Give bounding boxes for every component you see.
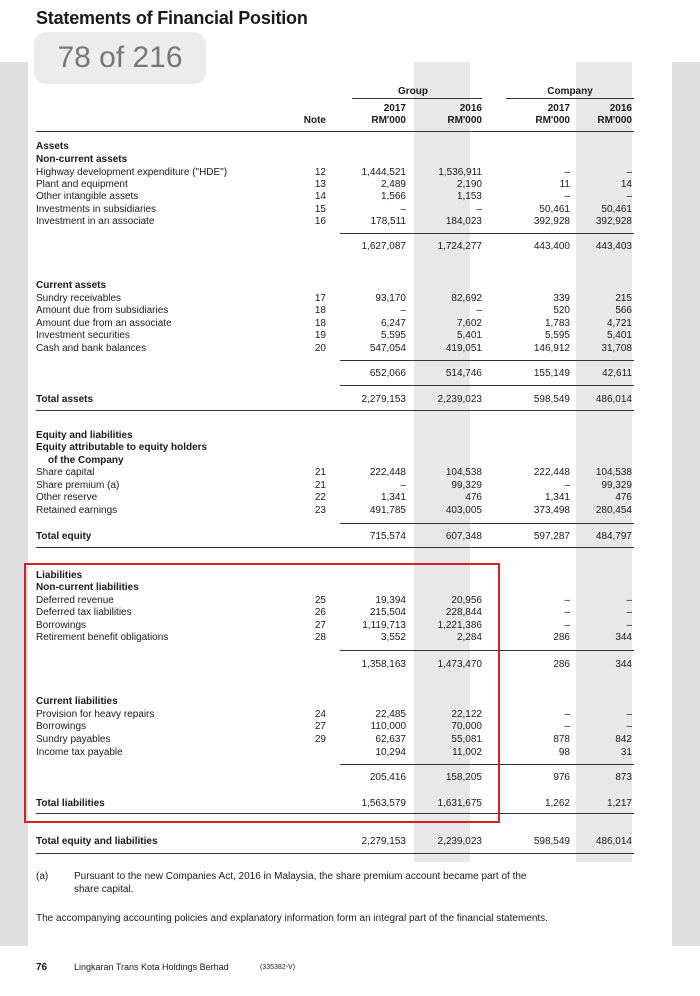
statement-note: The accompanying accounting policies and explanatory information form an integral part of the financial statements. (36, 913, 548, 924)
row-value: 55,081 (451, 734, 482, 745)
row-value: 1,536,911 (438, 167, 482, 178)
row-value: 286 (553, 632, 570, 643)
table-row (0, 342, 700, 355)
subtotal-rule (340, 360, 634, 361)
row-note: 23 (314, 505, 326, 516)
note-header: Note (303, 115, 326, 126)
row-value: 873 (615, 772, 632, 783)
row-label: Total liabilities (36, 798, 105, 809)
row-value: 976 (553, 772, 570, 783)
row-value: 215,504 (369, 607, 406, 618)
row-value: 31 (620, 747, 632, 758)
row-value: 1,341 (380, 492, 406, 503)
row-note: 12 (314, 167, 326, 178)
row-value: 11 (559, 179, 570, 190)
row-value: – (564, 595, 570, 606)
row-value: 344 (615, 659, 632, 670)
row-note: 18 (314, 305, 326, 316)
row-value: 2,239,023 (437, 394, 482, 405)
column-unit-header: RM'000 (371, 115, 406, 126)
row-value: 598,549 (533, 836, 570, 847)
row-value: – (626, 191, 632, 202)
row-label: Borrowings (36, 620, 87, 631)
row-value: 842 (615, 734, 632, 745)
row-value: 19,394 (375, 595, 406, 606)
row-value: – (564, 191, 570, 202)
subtotal-rule (340, 523, 634, 524)
row-label: Amount due from an associate (36, 318, 172, 329)
row-value: 373,498 (533, 505, 570, 516)
row-note: 19 (314, 330, 326, 341)
table-row (0, 835, 700, 848)
row-value: 443,400 (533, 241, 570, 252)
row-note: 13 (314, 179, 326, 190)
row-value: 484,797 (595, 531, 632, 542)
row-label: Assets (36, 141, 69, 152)
row-value: – (564, 480, 570, 491)
row-note: 14 (314, 191, 326, 202)
row-value: 110,000 (370, 721, 406, 732)
row-value: 2,489 (380, 179, 406, 190)
row-value: – (564, 620, 570, 631)
row-value: 344 (615, 632, 632, 643)
row-value: 205,416 (369, 772, 406, 783)
row-label: Deferred tax liabilities (36, 607, 132, 618)
row-value: 222,448 (533, 467, 570, 478)
row-label: Income tax payable (36, 747, 123, 758)
row-note: 25 (314, 595, 326, 606)
row-value: 184,023 (445, 216, 482, 227)
row-label: Current liabilities (36, 696, 118, 707)
liabilities-highlight-box (24, 563, 500, 823)
row-value: 70,000 (451, 721, 482, 732)
row-value: – (626, 167, 632, 178)
total-rule (36, 410, 634, 411)
row-value: 419,051 (445, 343, 482, 354)
row-label: Amount due from subsidiaries (36, 305, 169, 316)
row-note: 21 (314, 480, 326, 491)
table-row (0, 491, 700, 504)
table-row (0, 393, 700, 406)
row-label: Borrowings (36, 721, 87, 732)
row-note: 17 (314, 293, 326, 304)
row-value: 339 (553, 293, 570, 304)
row-label: Current assets (36, 280, 107, 291)
row-label: Retained earnings (36, 505, 118, 516)
row-value: 486,014 (595, 836, 632, 847)
footer-company-name: Lingkaran Trans Kota Holdings Berhad (74, 962, 229, 972)
row-value: 5,401 (606, 330, 632, 341)
company-header: Company (547, 86, 593, 97)
row-value: – (476, 204, 482, 215)
row-note: 29 (314, 734, 326, 745)
row-label: Retirement benefit obligations (36, 632, 169, 643)
row-value: 10,294 (375, 747, 406, 758)
row-label: Plant and equipment (36, 179, 128, 190)
row-label: Investment in an associate (36, 216, 155, 227)
total-rule (36, 853, 634, 854)
row-value: 31,708 (601, 343, 632, 354)
row-value: 715,574 (369, 531, 406, 542)
row-label: Deferred revenue (36, 595, 114, 606)
row-label: of the Company (48, 455, 124, 466)
row-value: 392,928 (533, 216, 570, 227)
row-label: Other reserve (36, 492, 98, 503)
row-note: 27 (314, 721, 326, 732)
row-label: Other intangible assets (36, 191, 139, 202)
row-value: 1,566 (380, 191, 406, 202)
row-value: 1,341 (544, 492, 570, 503)
row-label: Share premium (a) (36, 480, 120, 491)
row-value: 1,358,163 (361, 659, 406, 670)
row-label: Equity attributable to equity holders (36, 442, 208, 453)
row-value: 158,205 (445, 772, 482, 783)
row-value: – (564, 709, 570, 720)
row-value: 2,279,153 (361, 394, 406, 405)
footer-registration: (335382-V) (260, 964, 296, 971)
row-value: 5,401 (456, 330, 482, 341)
table-row (0, 329, 700, 342)
row-value: 1,217 (606, 798, 632, 809)
column-unit-header: RM'000 (535, 115, 570, 126)
row-value: 7,602 (456, 318, 482, 329)
row-value: 2,190 (456, 179, 482, 190)
row-value: – (564, 607, 570, 618)
row-label: Total equity and liabilities (36, 836, 158, 847)
row-value: 1,724,277 (437, 241, 482, 252)
row-value: – (626, 721, 632, 732)
row-value: 222,448 (369, 467, 406, 478)
row-value: 1,153 (456, 191, 482, 202)
row-value: 878 (553, 734, 570, 745)
row-value: 98 (558, 747, 570, 758)
row-value: – (626, 620, 632, 631)
row-note: 26 (314, 607, 326, 618)
row-value: 14 (620, 179, 632, 190)
row-note: 18 (314, 318, 326, 329)
row-value: 6,247 (380, 318, 406, 329)
page-title: Statements of Financial Position (36, 8, 308, 28)
row-value: 403,005 (445, 505, 482, 516)
row-value: 82,692 (451, 293, 482, 304)
row-value: 1,627,087 (361, 241, 406, 252)
footnote-marker: (a) (36, 871, 49, 882)
row-value: 392,928 (595, 216, 632, 227)
row-label: Investment securities (36, 330, 130, 341)
row-value: 22,122 (451, 709, 482, 720)
row-note: 15 (314, 204, 326, 215)
row-value: – (400, 204, 406, 215)
row-label: Non-current liabilities (36, 582, 139, 593)
row-value: 280,454 (595, 505, 632, 516)
row-value: 1,119,713 (362, 620, 406, 631)
row-value: 1,221,386 (437, 620, 482, 631)
row-label: Share capital (36, 467, 95, 478)
row-value: – (626, 595, 632, 606)
row-value: 547,054 (369, 343, 406, 354)
row-note: 20 (314, 343, 326, 354)
row-label: Investments in subsidiaries (36, 204, 157, 215)
row-value: 2,279,153 (361, 836, 406, 847)
row-value: – (564, 721, 570, 732)
row-label: Sundry payables (36, 734, 111, 745)
row-value: 607,348 (445, 531, 482, 542)
row-value: 99,329 (601, 480, 632, 491)
subtotal-rule (340, 233, 634, 234)
table-row (0, 441, 700, 454)
row-value: 50,461 (539, 204, 570, 215)
table-row (0, 304, 700, 317)
row-value: – (626, 709, 632, 720)
row-value: 520 (553, 305, 570, 316)
row-value: 2,284 (456, 632, 482, 643)
row-value: – (400, 480, 406, 491)
group-header-rule (352, 98, 482, 99)
row-value: 1,473,470 (437, 659, 482, 670)
row-label: Equity and liabilities (36, 430, 133, 441)
row-value: 20,956 (451, 595, 482, 606)
row-value: 3,552 (380, 632, 406, 643)
row-value: 476 (465, 492, 482, 503)
row-value: 228,844 (445, 607, 482, 618)
header-bottom-rule (36, 131, 634, 132)
table-row (0, 153, 700, 166)
table-row (0, 140, 700, 153)
row-value: 104,538 (595, 467, 632, 478)
row-value: 155,149 (533, 368, 570, 379)
column-unit-header: RM'000 (597, 115, 632, 126)
row-label: Provision for heavy repairs (36, 709, 155, 720)
table-row (0, 279, 700, 292)
row-value: 1,783 (544, 318, 570, 329)
group-header: Group (398, 86, 428, 97)
column-unit-header: RM'000 (447, 115, 482, 126)
table-row (0, 530, 700, 543)
row-note: 27 (314, 620, 326, 631)
row-value: 4,721 (606, 318, 632, 329)
subtotal-rule (340, 385, 634, 386)
table-row (0, 466, 700, 479)
row-value: 443,403 (595, 241, 632, 252)
footer-page-number: 76 (36, 962, 48, 973)
company-header-rule (506, 98, 634, 99)
table-row (0, 240, 700, 253)
table-row (0, 504, 700, 517)
total-rule (36, 547, 634, 548)
row-value: 93,170 (375, 293, 406, 304)
footnote-text-line-2: share capital. (74, 884, 134, 895)
row-value: 598,549 (533, 394, 570, 405)
table-row (0, 215, 700, 228)
row-value: – (626, 607, 632, 618)
row-value: 104,538 (445, 467, 482, 478)
page-counter-badge: 78 of 216 (34, 32, 206, 84)
row-label: Liabilities (36, 570, 83, 581)
row-value: 2,239,023 (437, 836, 482, 847)
row-value: 5,595 (380, 330, 406, 341)
row-value: 178,511 (370, 216, 406, 227)
row-value: 566 (615, 305, 632, 316)
row-value: – (564, 167, 570, 178)
row-value: 42,611 (602, 368, 632, 379)
row-value: 22,485 (375, 709, 406, 720)
row-value: 1,631,675 (437, 798, 482, 809)
row-value: 652,066 (369, 368, 406, 379)
row-label: Highway development expenditure ("HDE") (36, 167, 228, 178)
row-value: 1,262 (544, 798, 570, 809)
row-value: 1,563,579 (361, 798, 406, 809)
row-note: 22 (314, 492, 326, 503)
row-value: 286 (553, 659, 570, 670)
row-value: 11,002 (452, 747, 482, 758)
column-year-header: 2016 (609, 103, 632, 114)
row-note: 21 (314, 467, 326, 478)
column-year-header: 2017 (383, 103, 406, 114)
table-row (0, 190, 700, 203)
row-label: Non-current assets (36, 154, 128, 165)
row-value: 476 (615, 492, 632, 503)
row-label: Sundry receivables (36, 293, 122, 304)
row-note: 28 (314, 632, 326, 643)
row-value: – (476, 305, 482, 316)
row-value: – (400, 305, 406, 316)
row-label: Cash and bank balances (36, 343, 147, 354)
row-note: 24 (314, 709, 326, 720)
row-label: Total equity (36, 531, 92, 542)
row-value: 146,912 (533, 343, 570, 354)
row-value: 491,785 (369, 505, 406, 516)
row-value: 62,637 (375, 734, 406, 745)
row-value: 5,595 (544, 330, 570, 341)
table-row (0, 367, 700, 380)
row-label: Total assets (36, 394, 94, 405)
row-value: 215 (615, 293, 632, 304)
row-value: 1,444,521 (361, 167, 406, 178)
row-note: 16 (314, 216, 326, 227)
row-value: 597,287 (533, 531, 570, 542)
column-year-header: 2017 (547, 103, 570, 114)
row-value: 99,329 (451, 480, 482, 491)
footnote-text-line-1: Pursuant to the new Companies Act, 2016 in Malaysia, the share premium account became part of the (74, 871, 527, 882)
column-year-header: 2016 (459, 103, 482, 114)
row-value: 514,746 (445, 368, 482, 379)
row-value: 50,461 (601, 204, 632, 215)
row-value: 486,014 (595, 394, 632, 405)
